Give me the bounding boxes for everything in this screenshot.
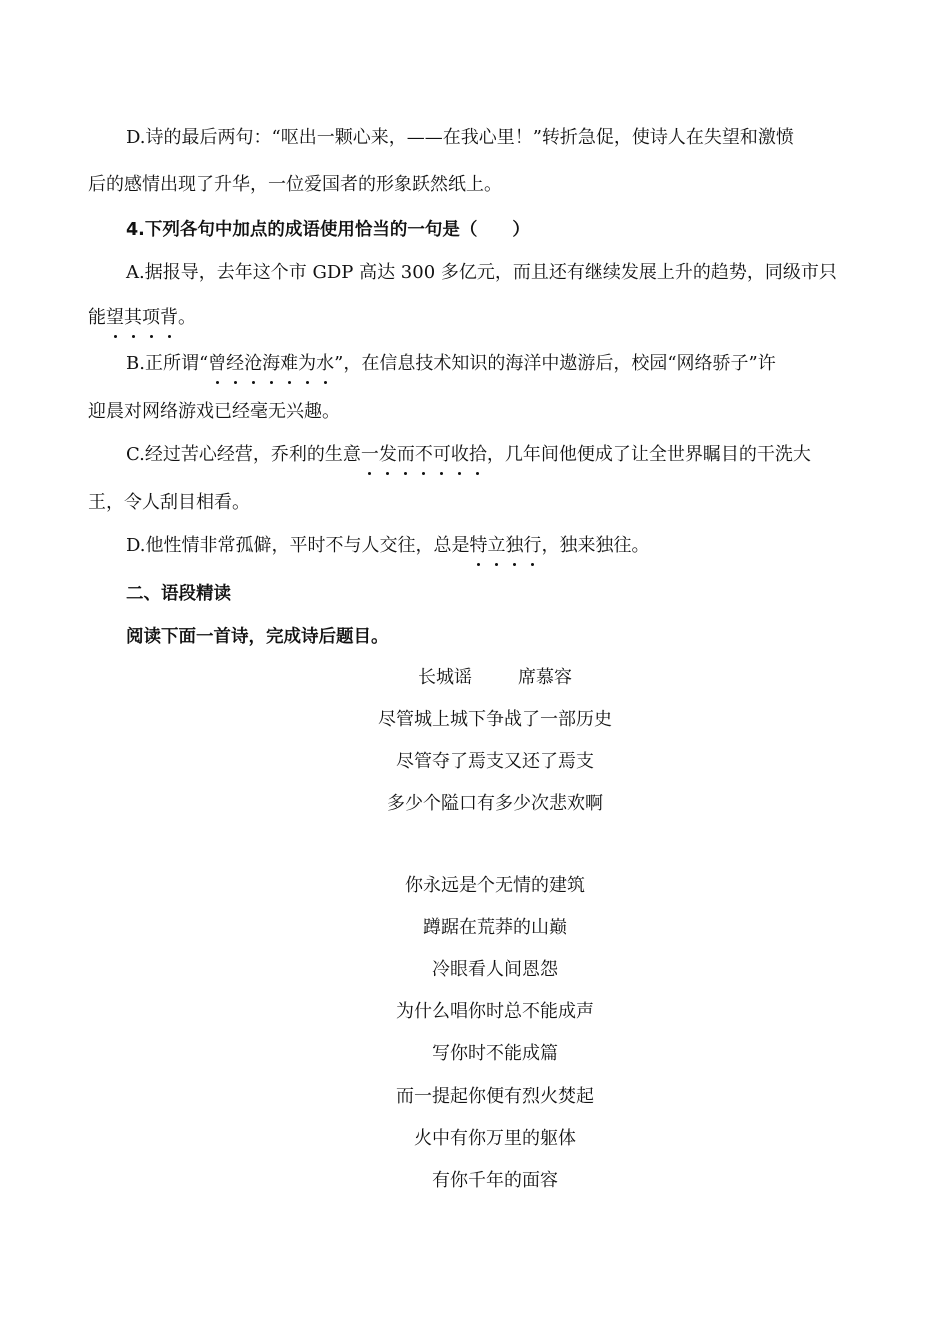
- q4-option-c-post: ，几年间他便成了让全世界瞩目的干洗大: [486, 444, 811, 465]
- section-heading: 二、语段精读: [126, 584, 231, 604]
- reading-instruction: 阅读下面一首诗，完成诗后题目。: [126, 627, 389, 647]
- q4-option-b-pre: B.正所谓“: [126, 353, 209, 374]
- q4-option-c-line2: 王，令人刮目相看。: [88, 492, 250, 513]
- poem-line: 写你时不能成篇: [432, 1043, 558, 1064]
- poem-line: 而一提起你便有烈火焚起: [396, 1086, 594, 1107]
- emphasis-dot-char: 一: [360, 444, 379, 465]
- poem-line: 蹲踞在荒莽的山巅: [423, 917, 567, 938]
- q4-option-b-line2: 迎晨对网络游戏已经毫无兴趣。: [88, 401, 340, 422]
- emphasis-dot-char: 立: [487, 535, 506, 556]
- q3-option-d-line2: 后的感情出现了升华，一位爱国者的形象跃然纸上。: [88, 174, 502, 195]
- emphasis-dot-char: 独: [505, 535, 524, 556]
- poem-line: 冷眼看人间恩怨: [432, 959, 558, 980]
- q4-option-c-line1: [126, 443, 811, 467]
- q4-option-a-line2: [88, 306, 196, 330]
- poem-line: 火中有你万里的躯体: [414, 1128, 576, 1149]
- emphasis-dot-char: 海: [262, 353, 281, 374]
- emphasis-dot-char: 沧: [244, 353, 263, 374]
- q4-option-b-post: ”，在信息技术知识的海洋中遨游后，校园“网络骄子”许: [334, 353, 776, 374]
- emphasis-dot-char: 望: [106, 307, 124, 328]
- emphasis-dot-char: 难: [280, 353, 299, 374]
- emphasis-dot-char: 发: [378, 444, 397, 465]
- q4-option-d-pre: D.他性情非常孤僻，平时不与人交往，总是: [126, 535, 470, 556]
- q4-option-d-post: ，独来独往。: [541, 535, 650, 556]
- poem-line: 多少个隘口有多少次悲欢啊: [387, 793, 603, 814]
- emphasis-dot-char: 可: [432, 444, 451, 465]
- q4-option-c-idiom: [361, 444, 487, 465]
- poem-line: 你永远是个无情的建筑: [405, 875, 585, 896]
- q4-option-a-idiom: [106, 307, 178, 328]
- emphasis-dot-char: 不: [414, 444, 433, 465]
- emphasis-dot-char: 背: [160, 307, 178, 328]
- emphasis-dot-char: 收: [450, 444, 469, 465]
- q4-stem: 4.下列各句中加点的成语使用恰当的一句是（ ）: [126, 220, 530, 240]
- poem-author: 席慕容: [518, 667, 572, 688]
- poem-line: 为什么唱你时总不能成声: [396, 1001, 594, 1022]
- emphasis-dot-char: 水: [316, 353, 335, 374]
- q4-option-a-line1: A.据报导，去年这个市 GDP 高达 300 多亿元，而且还有继续发展上升的趋势，同级市只: [126, 262, 837, 283]
- q4-option-d: [126, 534, 650, 558]
- poem-line: 尽管夺了焉支又还了焉支: [396, 751, 594, 772]
- q4-option-d-idiom: [470, 535, 542, 556]
- poem-title: 长城谣: [418, 667, 472, 688]
- poem-line: 有你千年的面容: [432, 1170, 558, 1191]
- emphasis-dot-char: 经: [226, 353, 245, 374]
- emphasis-dot-char: 拾: [468, 444, 487, 465]
- q4-option-a-pre: 能: [88, 307, 106, 328]
- q3-option-d-line1: D.诗的最后两句：“呕出一颗心来，——在我心里！”转折急促，使诗人在失望和激愤: [126, 127, 794, 148]
- q4-option-c-pre: C.经过苦心经营，乔利的生意: [126, 444, 361, 465]
- q4-option-b-line1: [126, 352, 776, 376]
- q4-option-a-post: 。: [178, 307, 196, 328]
- q4-option-b-idiom: [208, 353, 334, 374]
- emphasis-dot-char: 为: [298, 353, 317, 374]
- emphasis-dot-char: 其: [124, 307, 142, 328]
- emphasis-dot-char: 而: [396, 444, 415, 465]
- emphasis-dot-char: 特: [469, 535, 488, 556]
- poem-line: 尽管城上城下争战了一部历史: [378, 709, 612, 730]
- emphasis-dot-char: 项: [142, 307, 160, 328]
- emphasis-dot-char: 行: [523, 535, 542, 556]
- emphasis-dot-char: 曾: [208, 353, 227, 374]
- poem-title-line: [0, 666, 950, 690]
